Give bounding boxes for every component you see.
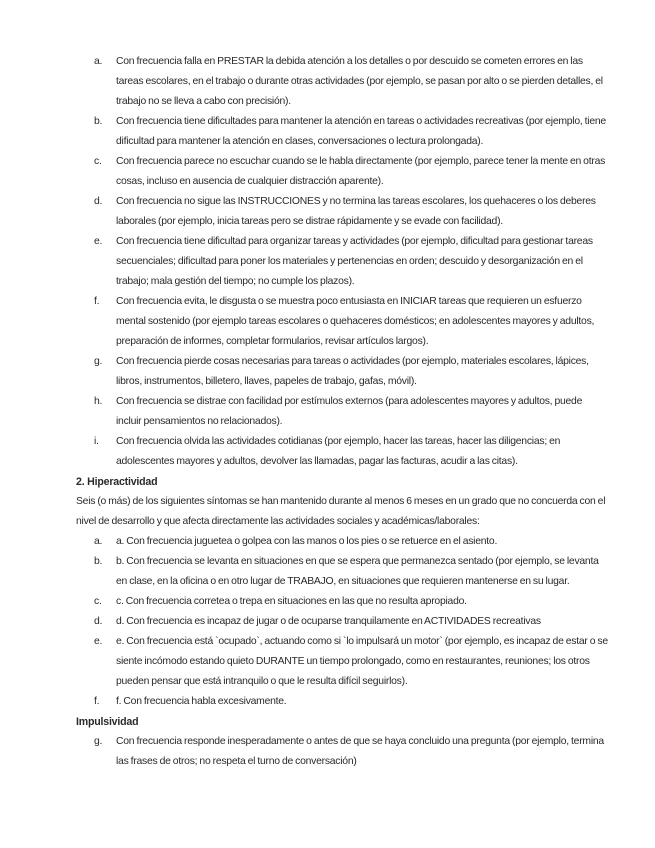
list-item-text: Con frecuencia no sigue las INSTRUCCIONES y no termina las tareas escolares, los quehaceres o los deberes laborales (por ejemplo, inicia tareas pero se distrae rápidamente y se evade con facilidad). <box>116 196 596 227</box>
list-item <box>76 592 609 612</box>
list-item <box>76 432 609 472</box>
list-marker: f. <box>94 696 100 707</box>
section-intro-paragraph: Seis (o más) de los siguientes síntomas se han mantenido durante al menos 6 meses en un grado que no concuerda con el nivel de desarrollo y que afecta directamente las actividades sociales y académicas/laborales: <box>76 496 606 527</box>
list-item <box>76 392 609 432</box>
list-item <box>76 552 609 592</box>
list-item <box>76 112 609 152</box>
list-item-text: Con frecuencia falla en PRESTAR la debida atención a los detalles o por descuido se cometen errores en las tareas escolares, en el trabajo o durante otras actividades (por ejemplo, se pasan por alto o se pierden detalles, el trabajo no se lleva a cabo con precisión). <box>116 56 603 107</box>
list-item <box>76 152 609 192</box>
list-item-text: Con frecuencia tiene dificultad para organizar tareas y actividades (por ejemplo, dificultad para gestionar tareas secuenciales; dificultad para poner los materiales y pertenencias en orden; descuido y desorganización en el trabajo; mala gestión del tiempo; no cumple los plazos). <box>116 236 593 287</box>
list-item <box>76 532 609 552</box>
list-item-text: f. Con frecuencia habla excesivamente. <box>116 696 287 707</box>
list-item-text: d. Con frecuencia es incapaz de jugar o de ocuparse tranquilamente en ACTIVIDADES recreativas <box>116 616 541 627</box>
list-item-text: Con frecuencia parece no escuchar cuando se le habla directamente (por ejemplo, parece tener la mente en otras cosas, incluso en ausencia de cualquier distracción aparente). <box>116 156 606 187</box>
list-marker: d. <box>94 196 103 207</box>
list-marker: f. <box>94 296 100 307</box>
list-item-text: Con frecuencia pierde cosas necesarias para tareas o actividades (por ejemplo, materiales escolares, lápices, libros, instrumentos, billetero, llaves, papeles de trabajo, gafas, móvil). <box>116 356 589 387</box>
section-heading-hyperactivity: 2. Hiperactividad <box>76 476 158 488</box>
list-item-text: c. Con frecuencia corretea o trepa en situaciones en las que no resulta apropiado. <box>116 596 467 607</box>
list-item <box>76 292 609 352</box>
hyperactivity-symptom-list <box>76 532 609 712</box>
list-item-text: Con frecuencia tiene dificultades para mantener la atención en tareas o actividades recreativas (por ejemplo, tiene dificultad para mantener la atención en clases, conversaciones o lectura prolongada). <box>116 116 606 147</box>
list-marker: e. <box>94 236 103 247</box>
list-marker: i. <box>94 436 99 447</box>
list-marker: b. <box>94 556 103 567</box>
list-item <box>76 52 609 112</box>
impulsivity-symptom-list <box>76 732 609 772</box>
list-item <box>76 692 609 712</box>
list-marker: g. <box>94 736 103 747</box>
list-marker: g. <box>94 356 103 367</box>
list-item <box>76 732 609 772</box>
list-item <box>76 352 609 392</box>
list-marker: c. <box>94 596 102 607</box>
list-item-text: Con frecuencia se distrae con facilidad por estímulos externos (para adolescentes mayores y adultos, puede incluir pensamientos no relacionados). <box>116 396 583 427</box>
inattention-symptom-list <box>76 52 609 472</box>
section-heading-impulsivity: Impulsividad <box>76 716 139 728</box>
list-item-text: Con frecuencia olvida las actividades cotidianas (por ejemplo, hacer las tareas, hacer las diligencias; en adolescentes mayores y adultos, devolver las llamadas, pagar las facturas, acudir a las citas). <box>116 436 561 467</box>
list-item-text: e. Con frecuencia está `ocupado`, actuando como si `lo impulsará un motor` (por ejemplo, es incapaz de estar o se siente incómodo estando quieto DURANTE un tiempo prolongado, como en restaurantes, reuniones; los otros pueden pensar que está intranquilo o que le resulta difícil seguirlos). <box>116 636 608 687</box>
list-marker: b. <box>94 116 103 127</box>
list-marker: a. <box>94 536 103 547</box>
list-marker: d. <box>94 616 103 627</box>
list-marker: c. <box>94 156 102 167</box>
list-item-text: Con frecuencia responde inesperadamente o antes de que se haya concluido una pregunta (por ejemplo, termina las frases de otros; no respeta el turno de conversación) <box>116 736 604 767</box>
list-marker: h. <box>94 396 103 407</box>
list-item <box>76 192 609 232</box>
list-item-text: b. Con frecuencia se levanta en situaciones en que se espera que permanezca sentado (por ejemplo, se levanta en clase, en la oficina o en otro lugar de TRABAJO, en situaciones que requieren mantenerse en su lugar. <box>116 556 599 587</box>
list-item <box>76 612 609 632</box>
list-item <box>76 632 609 692</box>
list-marker: e. <box>94 636 103 647</box>
list-item-text: Con frecuencia evita, le disgusta o se muestra poco entusiasta en INICIAR tareas que requieren un esfuerzo mental sostenido (por ejemplo tareas escolares o quehaceres domésticos; en adolescentes mayores y adultos, preparación de informes, completar formularios, revisar artículos largos). <box>116 296 595 347</box>
list-item-text: a. Con frecuencia juguetea o golpea con las manos o los pies o se retuerce en el asiento. <box>116 536 498 547</box>
list-item <box>76 232 609 292</box>
list-marker: a. <box>94 56 103 67</box>
